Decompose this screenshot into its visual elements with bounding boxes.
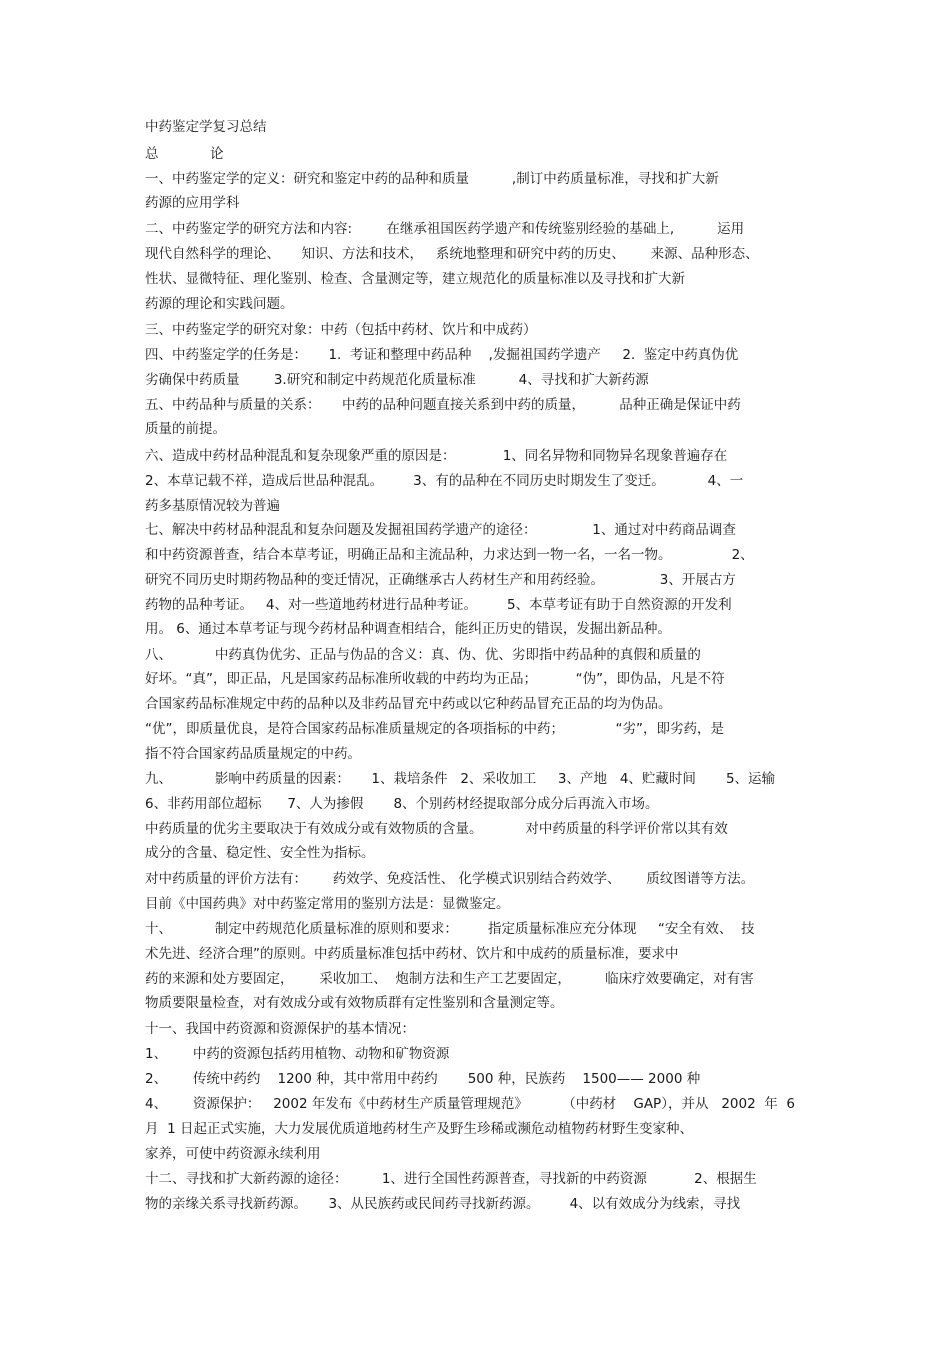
text-line: 六、造成中药材品种混乱和复杂现象严重的原因是： 1、同名异物和同物异名现象普遍存在 — [145, 448, 728, 464]
text-line: 质量的前提。 — [145, 421, 226, 437]
text-line: 4、 资源保护： 2002 年发布《中药材生产质量管理规范》 （中药材 GAP），并从 2002 年 6 — [145, 1096, 795, 1112]
document-title: 中药鉴定学复习总结 — [145, 119, 267, 135]
text-line: 物的亲缘关系寻找新药源。 3、从民族药或民间药寻找新药源。 4、以有效成分为线索，寻找 — [145, 1196, 741, 1212]
text-line: 月 1 日起正式实施，大力发展优质道地药材生产及野生珍稀或濒危动植物药材野生变家种、 — [145, 1121, 693, 1137]
text-line: 十二、寻找和扩大新药源的途径： 1、进行全国性药源普查，寻找新的中药资源 2、根据生 — [145, 1171, 757, 1187]
text-line: 和中药资源普查，结合本草考证，明确正品和主流品种，力求达到一物一名，一名一物。 2、 — [145, 547, 754, 563]
text-line: 药多基原情况较为普遍 — [145, 498, 280, 514]
text-line: 中药质量的优劣主要取决于有效成分或有效物质的含量。 对中药质量的科学评价常以其有效 — [145, 821, 728, 837]
text-line: 七、解决中药材品种混乱和复杂问题及发掘祖国药学遗产的途径： 1、通过对中药商品调查 — [145, 522, 736, 538]
text-line: 指不符合国家药品质量规定的中药。 — [145, 746, 361, 762]
text-line: 用。 6、通过本草考证与现今药材品种调查相结合，能纠正历史的错误，发掘出新品种。 — [145, 621, 671, 637]
text-line: 家养，可使中药资源永续利用 — [145, 1146, 321, 1162]
text-line: 性状、显微特征、理化鉴别、检查、含量测定等，建立规范化的质量标准以及寻找和扩大新 — [145, 271, 685, 287]
text-line: 6、非药用部位超标 7、人为掺假 8、个别药材经提取部分成分后再流入市场。 — [145, 796, 659, 812]
text-line: 药源的理论和实践问题。 — [145, 296, 294, 312]
text-line: 1、 中药的资源包括药用植物、动物和矿物资源 — [145, 1046, 450, 1062]
text-line: 研究不同历史时期药物品种的变迁情况，正确继承古人药材生产和用药经验。 3、开展古方 — [145, 572, 736, 588]
text-line: 药源的应用学科 — [145, 195, 240, 211]
text-line: 对中药质量的评价方法有： 药效学、免疫活性、 化学模式识别结合药效学、 质纹图谱等方法。 — [145, 871, 755, 887]
text-line: 2、 传统中药约 1200 种，其中常用中药约 500 种，民族药 1500—— 2000 种 — [145, 1071, 701, 1087]
text-line: 十一、我国中药资源和资源保护的基本情况： — [145, 1021, 415, 1037]
text-line: 2、本草记载不祥，造成后世品种混乱。 3、有的品种在不同历史时期发生了变迁。 4、一 — [145, 473, 744, 489]
text-line: 药物的品种考证。 4、对一些道地药材进行品种考证。 5、本草考证有助于自然资源的开发利 — [145, 597, 732, 613]
text-line: 好坏。“真”，即正品，凡是国家药品标准所收载的中药均为正品； “伪”，即伪品，凡是不符 — [145, 671, 725, 687]
text-line: 十、 制定中药规范化质量标准的原则和要求： 指定质量标准应充分体现 “安全有效、 技 — [145, 921, 755, 937]
text-line: “优”，即质量优良，是符合国家药品标准质量规定的各项指标的中药； “劣”，即劣药，是 — [145, 721, 724, 737]
text-line: 一、中药鉴定学的定义：研究和鉴定中药的品种和质量 ,制订中药质量标准，寻找和扩大新 — [145, 171, 719, 187]
text-line: 术先进、经济合理”的原则。中药质量标准包括中药材、饮片和中成药的质量标准，要求中 — [145, 946, 679, 962]
text-line: 四、中药鉴定学的任务是： 1. 考证和整理中药品种 ,发掘祖国药学遗产 2. 鉴定中药真伪优 — [145, 347, 739, 363]
text-line: 目前《中国药典》对中药鉴定常用的鉴别方法是：显微鉴定。 — [145, 896, 510, 912]
text-line: 现代自然科学的理论、 知识、方法和技术， 系统地整理和研究中药的历史、 来源、品种形态、 — [145, 246, 759, 262]
text-line: 药的来源和处方要固定， 采收加工、 炮制方法和生产工艺要固定， 临床疗效要确定，对有害 — [145, 971, 754, 987]
text-line: 总 论 — [145, 146, 224, 162]
text-line: 物质要限量检查，对有效成分或有效物质群有定性鉴别和含量测定等。 — [145, 995, 564, 1011]
text-line: 劣确保中药质量 3.研究和制定中药规范化质量标准 4、寻找和扩大新药源 — [145, 372, 649, 388]
text-line: 八、 中药真伪优劣、正品与伪品的含义：真、伪、优、劣即指中药品种的真假和质量的 — [145, 647, 701, 663]
text-line: 二、中药鉴定学的研究方法和内容: 在继承祖国医药学遗产和传统鉴别经验的基础上, 运用 — [145, 221, 745, 237]
text-line: 成分的含量、稳定性、安全性为指标。 — [145, 845, 375, 861]
text-line: 五、中药品种与质量的关系： 中药的品种问题直接关系到中药的质量， 品种正确是保证中药 — [145, 397, 741, 413]
text-line: 合国家药品标准规定中药的品种以及非药品冒充中药或以它种药品冒充正品的均为伪品。 — [145, 696, 672, 712]
text-line: 三、中药鉴定学的研究对象：中药（包括中药材、饮片和中成药） — [145, 322, 537, 338]
text-line: 九、 影响中药质量的因素： 1、栽培条件 2、采收加工 3、产地 4、贮藏时间 5、运输 — [145, 771, 776, 787]
